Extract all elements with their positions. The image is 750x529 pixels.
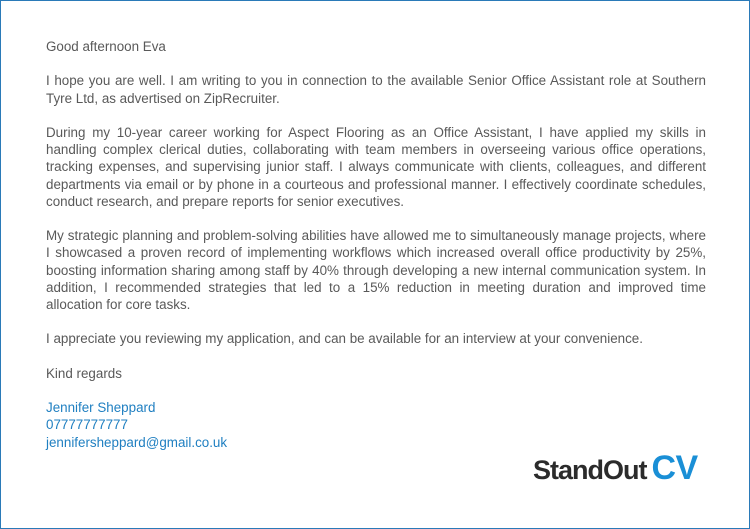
signature-name: Jennifer Sheppard [46,400,156,416]
paragraph-experience: During my 10-year career working for Aspect Flooring as an Office Assistant, I have applied my skills in handling complex clerical duties, collaborating with team members in overseeing various office operations, tracking expenses, and supervising junior staff. I always communicate with clients, colleagues, and different departments via email or by phone in a courteous and professional manner. I effectively coordinate schedules, conduct research, and prepare reports for senior executives. [46,124,706,209]
logo-word: StandOut [533,455,647,485]
logo-accent: CV [651,449,698,487]
paragraph-achievements: My strategic planning and problem-solving abilities have allowed me to simultaneously manage projects, where I showcased a proven record of implementing workflows which increased overall office productivity by 25%, boosting information sharing among staff by 40% through developing a new internal communication system. In addition, I recommended strategies that led to a 15% reduction in meeting duration and improved time allocation for core tasks. [46,228,706,312]
signature-phone: 07777777777 [46,417,128,433]
signature-email: jennifersheppard@gmail.co.uk [46,434,228,450]
standout-cv-logo [533,449,698,491]
greeting: Good afternoon Eva [46,39,166,54]
signature-block [46,399,706,451]
paragraph-intro: I hope you are well. I am writing to you in connection to the available Senior Office Assistant role at Southern Tyre Ltd, as advertised on ZipRecruiter. [46,73,706,106]
paragraph-closing: I appreciate you reviewing my application, and can be available for an interview at your convenience. [46,331,643,347]
cover-letter [46,38,706,451]
sign-off: Kind regards [46,365,122,381]
